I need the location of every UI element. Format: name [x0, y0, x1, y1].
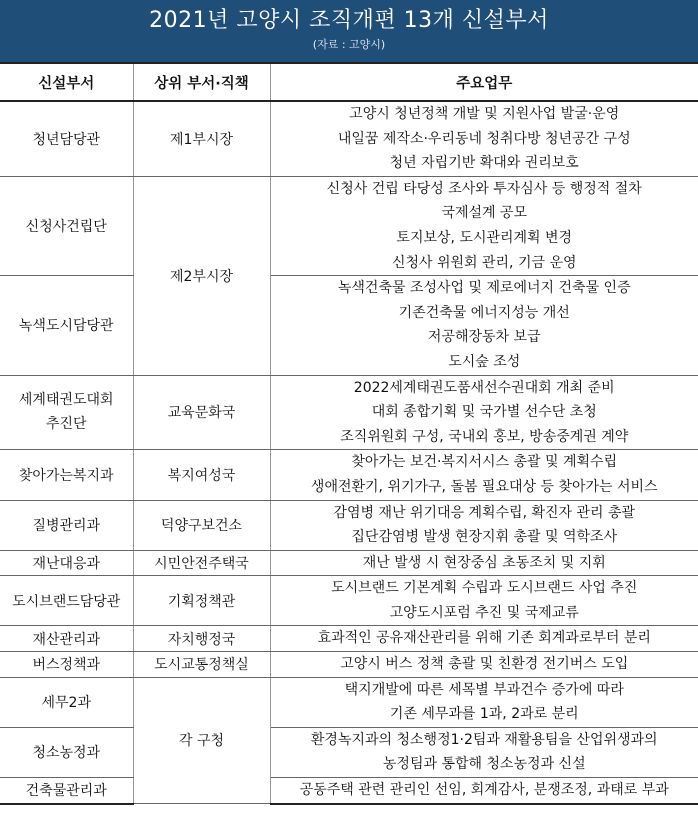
dept-cell: 재산관리과 — [0, 626, 133, 652]
duties-cell — [270, 375, 698, 450]
dept-cell: 도시브랜드담당관 — [0, 576, 133, 626]
column-header-row — [0, 63, 698, 101]
duty-line: 도시브랜드 기본계획 수립과 도시브랜드 사업 추진 — [331, 580, 638, 597]
duties-cell — [270, 276, 698, 375]
dept-line: 추진단 — [45, 416, 87, 433]
duties-cell — [270, 500, 698, 550]
duty-line: 공동주택 관련 관리인 선임, 회계감사, 분쟁조정, 과태로 부과 — [299, 782, 669, 799]
duty-line: 저공해장동차 보급 — [427, 329, 541, 346]
dept-cell: 신청사건립단 — [0, 176, 133, 275]
duty-line: 토지보상, 도시관리계획 변경 — [396, 229, 573, 246]
duty-line: 녹색건축물 조성사업 및 제로에너지 건축물 인증 — [337, 280, 631, 297]
duty-line: 2022세계태권도품새선수권대회 개최 준비 — [353, 379, 615, 396]
dept-cell: 버스정책과 — [0, 652, 133, 678]
table-header-banner — [0, 0, 698, 62]
duty-line: 도시숲 조성 — [448, 353, 521, 370]
table-row — [0, 778, 698, 804]
duty-line: 택지개발에 따른 세목별 부과건수 증가에 따라 — [344, 681, 624, 698]
dept-cell: 재난대응과 — [0, 550, 133, 576]
duties-cell — [270, 727, 698, 777]
duty-line: 조직위원회 구성, 국내외 홍보, 방송중계권 계약 — [340, 428, 629, 445]
table-row — [0, 276, 698, 375]
duty-line: 고양시 청년정책 개발 및 지원사업 발굴·운영 — [349, 106, 620, 122]
table-row — [0, 500, 698, 550]
duty-line: 청년 자립기반 확대와 권리보호 — [389, 155, 579, 172]
departments-table — [0, 62, 698, 805]
column-header-dept: 신설부서 — [0, 63, 133, 101]
dept-cell: 청소농정과 — [0, 727, 133, 777]
duty-line: 기존건축물 에너지성능 개선 — [398, 304, 570, 321]
dept-cell: 녹색도시담당관 — [0, 276, 133, 375]
dept-cell: 질병관리과 — [0, 500, 133, 550]
duty-line: 고양시 버스 정책 총괄 및 친환경 전기버스 도입 — [340, 656, 629, 673]
table-row — [0, 550, 698, 576]
page-title: 2021년 고양시 조직개편 13개 신설부서 — [149, 8, 549, 33]
column-header-parent: 상위 부서·직책 — [133, 63, 270, 101]
parent-cell: 덕양구보건소 — [133, 500, 270, 550]
table-row — [0, 727, 698, 777]
duties-cell — [270, 677, 698, 727]
table-row — [0, 375, 698, 450]
parent-cell: 교육문화국 — [133, 375, 270, 450]
duty-line: 농정팀과 통합해 청소농정과 신설 — [382, 756, 586, 773]
column-header-duties: 주요업무 — [270, 63, 698, 101]
duty-line: 집단감염병 발생 현장지휘 총괄 및 역학조사 — [351, 529, 618, 546]
table-row — [0, 576, 698, 626]
duty-line: 환경녹지과의 청소행정1·2팀과 재활용팀을 산업위생과의 — [310, 731, 658, 748]
duty-line: 생애전환기, 위기가구, 돌봄 필요대상 등 찾아가는 서비스 — [310, 478, 658, 495]
duties-cell — [270, 176, 698, 275]
duty-line: 신청사 위원회 관리, 기금 운영 — [391, 254, 577, 271]
table-row — [0, 626, 698, 652]
duty-line: 국제설계 공모 — [441, 205, 528, 222]
duty-line: 기존 세무과를 1과, 2과로 분리 — [389, 706, 579, 723]
duty-line: 효과적인 공유재산관리를 위해 기존 회계과로부터 분리 — [317, 630, 651, 647]
dept-cell — [0, 375, 133, 450]
duty-line: 감염병 재난 위기대응 계획수립, 확진자 관리 총괄 — [333, 504, 636, 521]
duty-line: 고양도시포럼 추진 및 국제교류 — [389, 604, 579, 621]
dept-cell: 청년담당관 — [0, 101, 133, 176]
dept-cell: 세무2과 — [0, 677, 133, 727]
duties-cell — [270, 101, 698, 176]
duties-cell — [270, 450, 698, 500]
table-row — [0, 176, 698, 275]
source-note: (자료 : 고양시) — [312, 38, 386, 51]
duties-cell — [270, 576, 698, 626]
dept-line: 세계태권도대회 — [18, 391, 114, 408]
parent-cell: 제1부시장 — [133, 101, 270, 176]
duties-cell — [270, 652, 698, 678]
parent-cell: 제2부시장 — [133, 176, 270, 375]
parent-cell: 도시교통정책실 — [133, 652, 270, 678]
table-row — [0, 652, 698, 678]
duty-line: 재난 발생 시 현장중심 초동조치 및 지휘 — [362, 554, 606, 571]
table-row — [0, 101, 698, 176]
dept-cell: 건축물관리과 — [0, 778, 133, 804]
parent-cell: 각 구청 — [133, 677, 270, 803]
duties-cell — [270, 626, 698, 652]
parent-cell: 시민안전주택국 — [133, 550, 270, 576]
duty-line: 내일꿈 제작소·우리동네 청취다방 청년공간 구성 — [337, 130, 631, 147]
table-row — [0, 677, 698, 727]
table-row — [0, 450, 698, 500]
parent-cell: 복지여성국 — [133, 450, 270, 500]
duties-cell — [270, 550, 698, 576]
duty-line: 신청사 건립 타당성 조사와 투자심사 등 행정적 절차 — [326, 180, 642, 197]
duty-line: 대회 종합기획 및 국가별 선수단 초청 — [371, 404, 597, 421]
duties-cell — [270, 778, 698, 804]
parent-cell: 자치행정국 — [133, 626, 270, 652]
dept-cell: 찾아가는복지과 — [0, 450, 133, 500]
parent-cell: 기획정책관 — [133, 576, 270, 626]
duty-line: 찾아가는 보건·복지서시스 총괄 및 계획수립 — [351, 454, 618, 471]
